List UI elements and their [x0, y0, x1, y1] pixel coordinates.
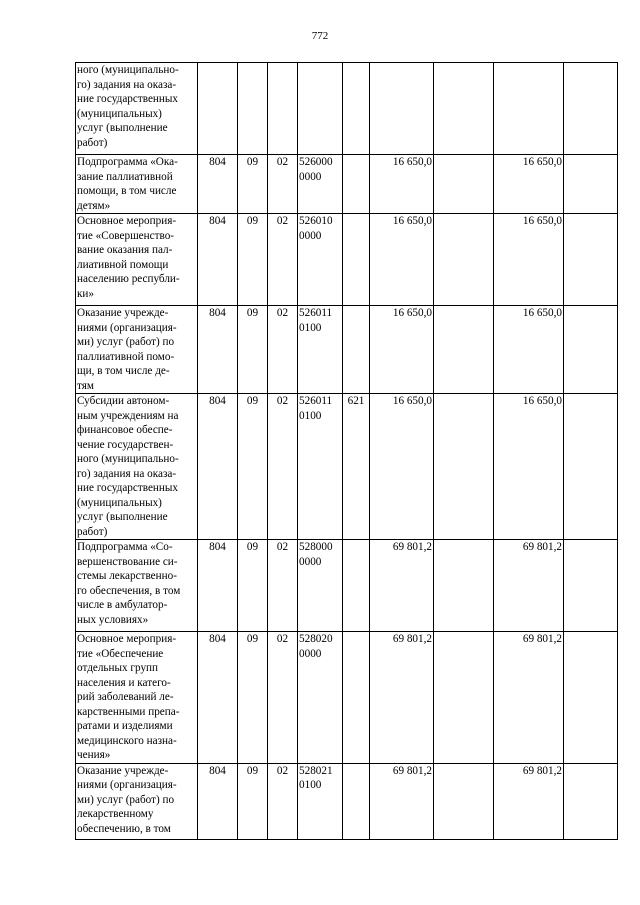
row-name-cell: Оказание учрежде- ниями (организация- ми) услуг (работ) по лекарственному обеспечению, в том [76, 763, 198, 839]
amount-total-cell: 69 801,2 [494, 540, 564, 632]
amount-4-cell [564, 214, 618, 306]
page-number: 772 [311, 30, 329, 42]
amount-cell: 16 650,0 [370, 306, 434, 394]
expense-type-cell [343, 540, 370, 632]
expense-type-cell [343, 214, 370, 306]
table-row [76, 540, 618, 632]
section-code-cell: 09 [238, 214, 268, 306]
amount-cell: 69 801,2 [370, 763, 434, 839]
ministry-code-cell: 804 [198, 632, 238, 764]
section-code-cell: 09 [238, 763, 268, 839]
amount-2-cell [434, 394, 494, 540]
amount-cell: 16 650,0 [370, 214, 434, 306]
amount-2-cell [434, 63, 494, 155]
subsection-code-cell: 02 [268, 306, 298, 394]
amount-2-cell [434, 155, 494, 214]
target-article-cell: 528020 0000 [298, 632, 343, 764]
amount-total-cell: 16 650,0 [494, 306, 564, 394]
subsection-code-cell [268, 63, 298, 155]
amount-cell: 69 801,2 [370, 632, 434, 764]
subsection-code-cell: 02 [268, 763, 298, 839]
row-name-cell: Основное мероприя- тие «Совершенство- вание оказания пал- лиативной помощи населению республи- ки» [76, 214, 198, 306]
subsection-code-cell: 02 [268, 540, 298, 632]
amount-2-cell [434, 214, 494, 306]
ministry-code-cell: 804 [198, 763, 238, 839]
row-name-cell: Субсидии автоном- ным учреждениям на финансовое обеспе- чение государствен- ного (муниципально- го) задания на оказа- ние государственных (муниципальных) услуг (выполнение работ) [76, 394, 198, 540]
amount-4-cell [564, 394, 618, 540]
table-row [76, 763, 618, 839]
target-article-cell: 528021 0100 [298, 763, 343, 839]
amount-total-cell: 16 650,0 [494, 155, 564, 214]
expense-type-cell: 621 [343, 394, 370, 540]
table-row [76, 394, 618, 540]
expense-type-cell [343, 306, 370, 394]
ministry-code-cell: 804 [198, 540, 238, 632]
table-row [76, 306, 618, 394]
row-name-cell: ного (муниципально- го) задания на оказа- ние государственных (муниципальных) услуг (выполнение работ) [76, 63, 198, 155]
expense-type-cell [343, 632, 370, 764]
amount-cell: 16 650,0 [370, 394, 434, 540]
amount-cell [370, 63, 434, 155]
amount-2-cell [434, 306, 494, 394]
ministry-code-cell: 804 [198, 394, 238, 540]
section-code-cell: 09 [238, 306, 268, 394]
subsection-code-cell: 02 [268, 155, 298, 214]
subsection-code-cell: 02 [268, 632, 298, 764]
target-article-cell: 526011 0100 [298, 394, 343, 540]
amount-4-cell [564, 155, 618, 214]
subsection-code-cell: 02 [268, 394, 298, 540]
budget-table [75, 62, 618, 840]
target-article-cell: 526010 0000 [298, 214, 343, 306]
target-article-cell [298, 63, 343, 155]
row-name-cell: Оказание учрежде- ниями (организация- ми) услуг (работ) по паллиативной помо- щи, в том числе де- тям [76, 306, 198, 394]
amount-4-cell [564, 540, 618, 632]
amount-2-cell [434, 763, 494, 839]
amount-4-cell [564, 632, 618, 764]
amount-total-cell: 69 801,2 [494, 763, 564, 839]
ministry-code-cell: 804 [198, 155, 238, 214]
row-name-cell: Подпрограмма «Ока- зание паллиативной помощи, в том числе детям» [76, 155, 198, 214]
section-code-cell: 09 [238, 540, 268, 632]
row-name-cell: Основное мероприя- тие «Обеспечение отдельных групп населения и катего- рий заболеваний ле- карственными препа- ратами и изделиями медицинского назна- чения» [76, 632, 198, 764]
target-article-cell: 528000 0000 [298, 540, 343, 632]
amount-cell: 16 650,0 [370, 155, 434, 214]
table-row [76, 214, 618, 306]
amount-4-cell [564, 63, 618, 155]
expense-type-cell [343, 155, 370, 214]
section-code-cell [238, 63, 268, 155]
amount-total-cell: 16 650,0 [494, 394, 564, 540]
amount-cell: 69 801,2 [370, 540, 434, 632]
section-code-cell: 09 [238, 155, 268, 214]
amount-2-cell [434, 540, 494, 632]
expense-type-cell [343, 63, 370, 155]
table-row [76, 155, 618, 214]
target-article-cell: 526011 0100 [298, 306, 343, 394]
amount-2-cell [434, 632, 494, 764]
table-row [76, 63, 618, 155]
ministry-code-cell: 804 [198, 214, 238, 306]
section-code-cell: 09 [238, 394, 268, 540]
ministry-code-cell: 804 [198, 306, 238, 394]
section-code-cell: 09 [238, 632, 268, 764]
row-name-cell: Подпрограмма «Со- вершенствование си- стемы лекарственно- го обеспечения, в том числе в амбулатор- ных условиях» [76, 540, 198, 632]
ministry-code-cell [198, 63, 238, 155]
expense-type-cell [343, 763, 370, 839]
subsection-code-cell: 02 [268, 214, 298, 306]
amount-4-cell [564, 763, 618, 839]
amount-total-cell: 16 650,0 [494, 214, 564, 306]
target-article-cell: 526000 0000 [298, 155, 343, 214]
table-row [76, 632, 618, 764]
amount-total-cell: 69 801,2 [494, 632, 564, 764]
amount-total-cell [494, 63, 564, 155]
amount-4-cell [564, 306, 618, 394]
